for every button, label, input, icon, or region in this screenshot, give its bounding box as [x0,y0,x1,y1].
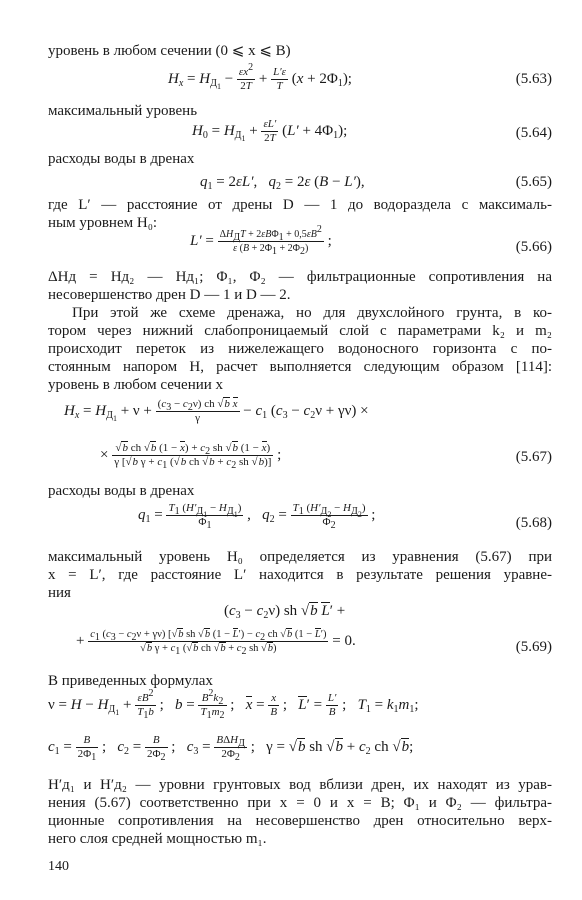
text-line [72,304,552,322]
text-line-8: При этой же схеме дренажа, но для двухслойного грунта, в ко- [72,305,552,321]
definitions-line-2: $c_1$ = $\frac{B}{2\Phi_1}$ ; $c_2$ = $\frac{B}{2\Phi_2}$ ; $c_3$ = $B\Delta H_Д$ $2\Phi_2$ ; γ = √b sh $√b + c_2$ ch √b; [48,734,414,763]
text-line [48,150,552,168]
text-line-13: расходы воды в дренах [48,483,195,499]
equation-5-64: $H_0 = H_{Д_1}$ + $\frac{\varepsilon L'}{2T}$ $(L' + 4\Phi_1)$; [192,118,348,144]
equation-5-68: $q_1$ = $T_1$ $(H'_{Д_1} - H_{Д_1})$ $\Phi_1$ , $q_2$ = $T_1$ $(H'_{Д_2} - H_{Д_2})$ $\Phi_2$ ; [138,502,376,531]
equation-number: (5.67) [515,449,552,465]
text-line-6: ΔHд = Hд₂ — Hд₁; Φ₁, Φ₂ — фильтрационные сопротивления на [48,269,552,285]
equation-5-66: L′ = $\Delta H_ДT + 2\varepsilon B\Phi_1 + 0,5\varepsilon B^2$ ε $(B + 2\Phi_1 + 2\Phi_2)$ ; [190,224,332,257]
text-line-16: ния [48,585,71,601]
text-line-10: происходит переток из нижележащего водоносного горизонта с по- [48,341,552,357]
equation-5-63: $H_x = H_{Д_1}$ − $\frac{\varepsilon x^2}{2T}$ + $\frac{L'\varepsilon}{T}$ $(x + 2\Phi_1)$; [168,62,352,92]
equation-number: (5.65) [515,174,552,190]
text-line-12: уровень в любом сечении x [48,377,224,393]
text-line [48,42,552,60]
text-line [48,196,552,214]
equation-5-67-part-2: × $\frac{√b ch √b (1 - x) + c_2 sh √b (1 - x)}{\gamma [√b \gamma + c_1 (√b ch √b + c_2 sh √b)]}$ ; [100,442,282,471]
text-line [48,340,552,358]
equation-number: (5.63) [515,71,552,87]
text-line-19: нения (5.67) соответственно при x = 0 и x = B; Φ₁ и Φ₂ — фильтра- [48,795,552,811]
text-line-20: ционные сопротивления на несовершенство дрен относительно верх- [48,813,552,829]
text-line [48,794,552,812]
text-line-4: где L′ — расстояние от дрены D — 1 до водораздела с максималь- [48,197,552,213]
text-line-2: максимальный уровень [48,103,198,119]
text-line [48,376,552,394]
text-line [48,268,552,286]
text-line-18: H′д₁ и H′д₂ — уровни грунтовых вод вблизи дрен, их находят из урав- [48,777,552,793]
text-line [48,584,552,602]
text-line-17: В приведенных формулах [48,673,213,689]
text-line [48,482,552,500]
text-line-5: ным уровнем H₀: [48,215,158,231]
text-line [48,830,552,848]
equation-5-67-part-1: $H_x = H_{Д_1} + \nu$ + $\frac{(c_3 - c_2\nu) ch √b x}{\gamma}$ − $c_1$ $(c_3 - c_2\nu + \gamma\nu)$ × [64,398,369,424]
text-line [48,322,552,340]
equation-number: (5.66) [515,239,552,255]
text-line [48,548,552,566]
text-line-3: расходы воды в дренах [48,151,195,167]
text-line-14: максимальный уровень H₀ определяется из уравнения (5.67) при [48,549,552,565]
equation-5-69-part-1: $(c_3 - c_2\nu)$ sh √b L′ + [224,603,346,621]
page-number: 140 [48,859,69,874]
text-line [48,812,552,830]
text-line-11: стоянным напором H, расчет выполняется следующим образом [114]: [48,359,552,375]
equation-number: (5.64) [515,125,552,141]
text-line-21: него слоя средней мощностью m₁. [48,831,267,847]
definitions-line-1: $\nu = H - H_{Д_1}$ + $\frac{\varepsilon B^2}{T_1b}$ ; b = $\frac{B^2k_2}{T_1m_2}$ ; x = $\frac{x}{B}$ ; L′ = $\frac{L'}{B}$ ; $T_1 = k_1m_1$; [48,688,419,721]
equation-5-65: $q_1 = 2\varepsilon L'$, $q_2 = 2\varepsilon$ (B − L′), [200,174,365,192]
text-line-1: уровень в любом сечении (0 ⩽ x ⩽ B) [48,43,291,59]
text-line [48,566,552,584]
text-line-7: несовершенство дрен D — 1 и D — 2. [48,287,291,303]
text-line [48,358,552,376]
equation-5-69-part-2: + $\frac{c_1 (c_3 - c_2\nu + \gamma\nu) [√b sh √b (1 - L') - c_2 ch √b (1 - L')}{√b \gamma + c_1 (√b ch √b + c_2 sh √b)}$ = 0. [76,629,356,657]
text-line-15: x = L′, где расстояние L′ находится в результате решения уравне- [48,567,552,583]
text-line-9: тором через нижний слабопроницаемый слой с параметрами k₂ и m₂ [48,323,552,339]
text-line [48,286,552,304]
text-line [48,672,552,690]
text-line [48,776,552,794]
equation-number: (5.68) [515,515,552,531]
equation-number: (5.69) [515,639,552,655]
